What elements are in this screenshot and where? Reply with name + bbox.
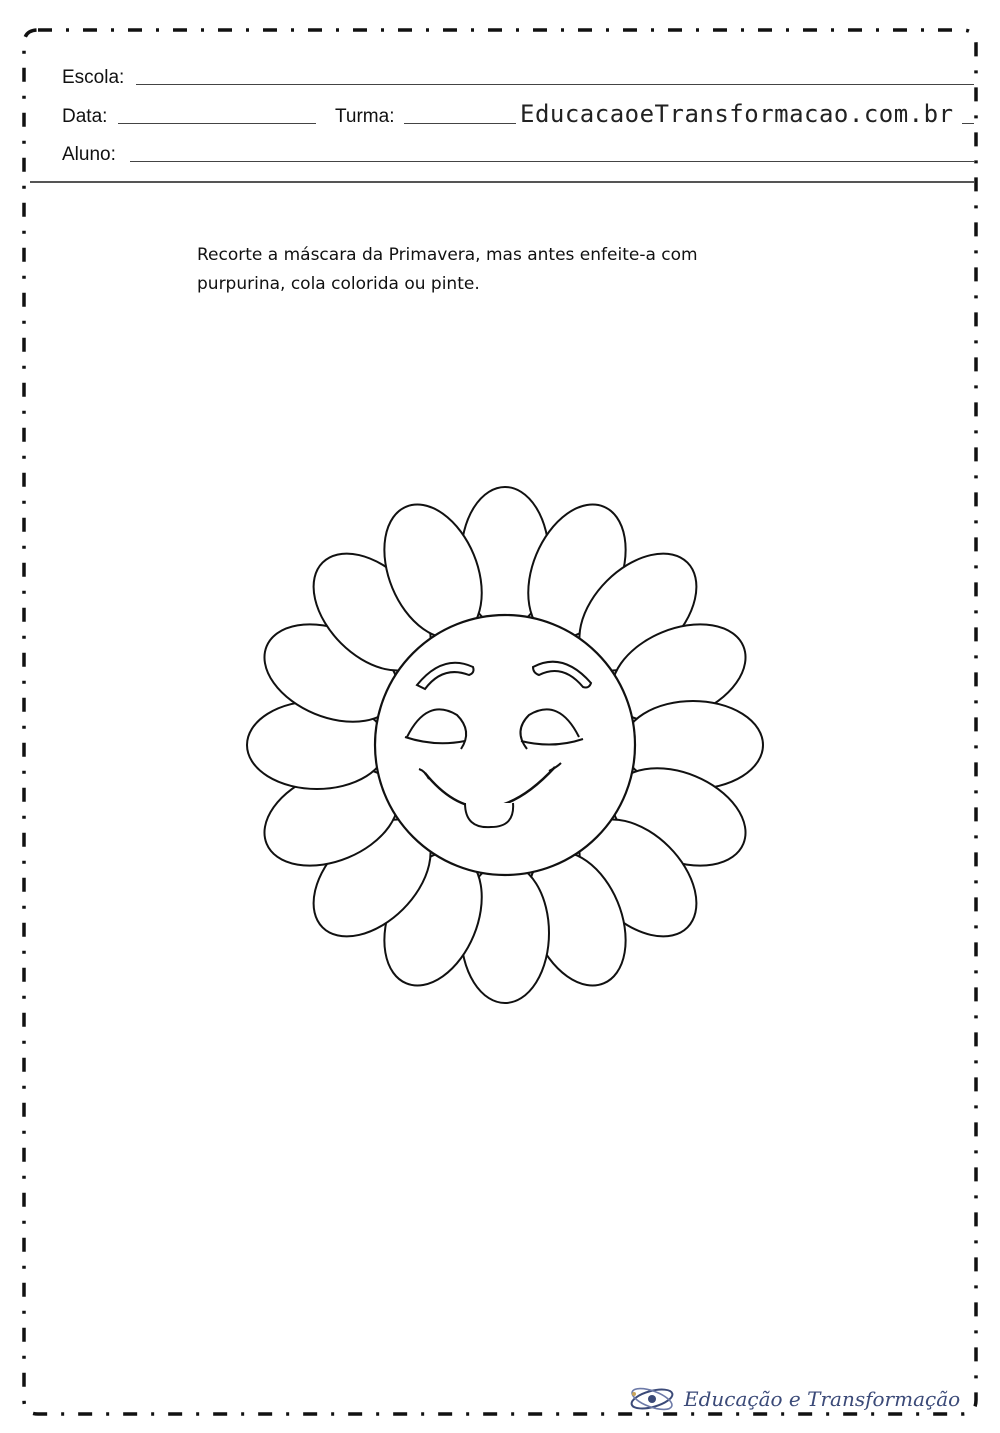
orbit-logo-icon <box>628 1384 676 1414</box>
aluno-label: Aluno: <box>62 144 116 165</box>
data-label: Data: <box>62 106 108 127</box>
turma-field-end <box>962 123 974 124</box>
header-divider <box>30 181 974 183</box>
footer-brand-text: Educação e Transformação <box>684 1387 961 1411</box>
turma-field[interactable] <box>404 123 516 124</box>
instructions-line-2: purpurina, cola colorida ou pinte. <box>197 274 480 294</box>
footer-brand <box>628 1384 960 1414</box>
instructions-line-1: Recorte a máscara da Primavera, mas antes enfeite-a com <box>197 245 698 265</box>
data-field[interactable] <box>118 123 316 124</box>
turma-label: Turma: <box>335 106 395 127</box>
instructions <box>197 241 797 299</box>
tongue-icon <box>465 803 513 827</box>
flower-face <box>375 615 635 875</box>
escola-field[interactable] <box>136 84 974 85</box>
aluno-field[interactable] <box>130 161 974 162</box>
flower-mask-illustration <box>240 480 770 1010</box>
site-url: EducacaoeTransformacao.com.br <box>520 100 954 128</box>
escola-label: Escola: <box>62 67 125 88</box>
